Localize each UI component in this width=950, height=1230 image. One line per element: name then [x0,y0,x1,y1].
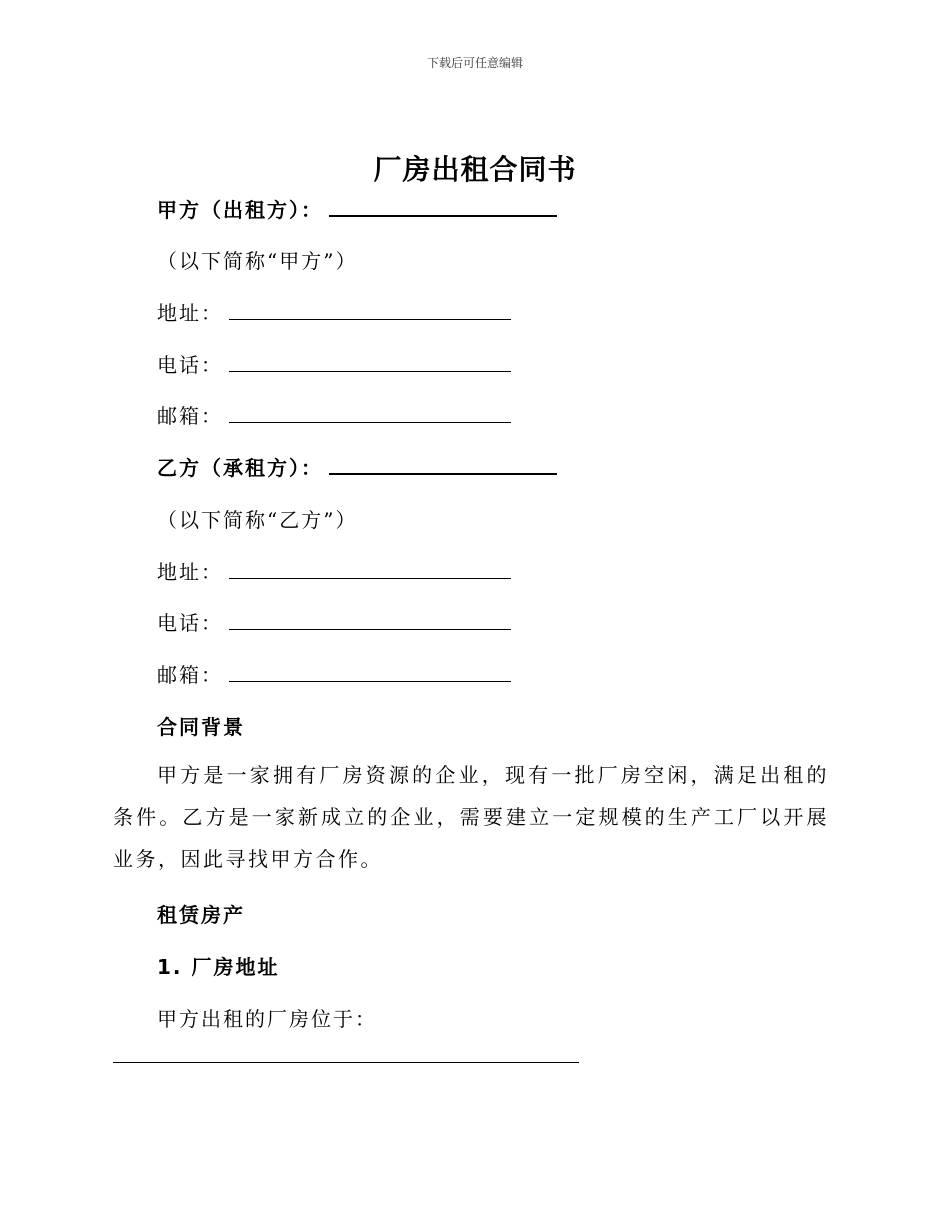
party-a-address-label: 地址： [157,301,223,325]
party-a-phone-label: 电话： [157,353,223,377]
party-b-email-line [157,659,511,688]
party-b-address-line [157,556,511,585]
party-a-line [157,194,557,223]
party-b-address-label: 地址： [157,560,223,584]
party-a-name-blank[interactable] [329,195,557,217]
background-paragraph: 甲方是一家拥有厂房资源的企业，现有一批厂房空闲，满足出租的条件。乙方是一家新成立的企业，需要建立一定规模的生产工厂以开展业务，因此寻找甲方合作。 [113,763,829,871]
party-b-line [157,452,557,481]
party-a-email-blank[interactable] [229,402,511,423]
party-b-phone-line [157,607,511,636]
party-b-name-blank[interactable] [329,453,557,475]
party-b-email-label: 邮箱： [157,663,223,687]
party-b-alias: （以下简称“乙方”） [157,508,358,532]
party-a-address-blank[interactable] [229,299,511,320]
party-b-phone-label: 电话： [157,611,223,635]
party-b-phone-blank[interactable] [229,609,511,630]
document-title: 厂房出租合同书 [373,153,577,186]
party-a-email-line [157,400,511,429]
leased-property-heading: 租赁房产 [157,903,245,927]
background-heading: 合同背景 [157,715,245,739]
party-a-label: 甲方（出租方）： [157,198,323,222]
party-b-label: 乙方（承租方）： [157,456,323,480]
factory-address-heading: 1. 厂房地址 [157,955,280,979]
party-b-email-blank[interactable] [229,661,511,682]
header-note: 下载后可任意编辑 [426,56,523,70]
party-a-phone-line [157,349,511,378]
party-b-address-blank[interactable] [229,558,511,579]
factory-location-text: 甲方出租的厂房位于： [157,1007,377,1031]
party-a-alias: （以下简称“甲方”） [157,249,358,273]
party-a-address-line [157,297,511,326]
party-a-email-label: 邮箱： [157,404,223,428]
party-a-phone-blank[interactable] [229,351,511,372]
factory-location-blank[interactable] [113,1062,579,1063]
